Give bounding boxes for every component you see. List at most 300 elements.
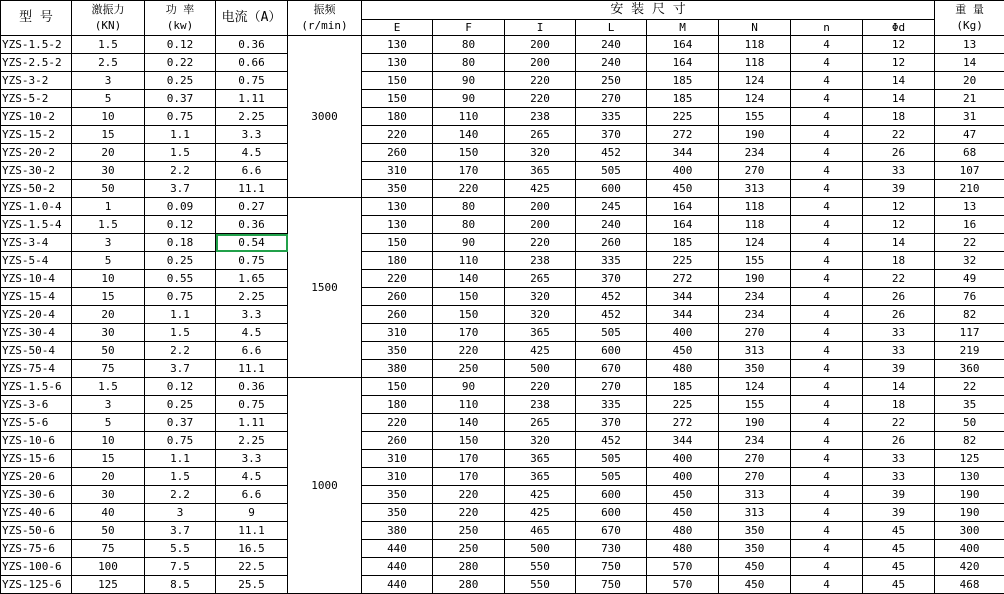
cell-current[interactable]: 6.6: [216, 486, 288, 504]
cell-dim-count[interactable]: 4: [791, 342, 863, 360]
cell-dim-n[interactable]: 124: [719, 90, 791, 108]
cell-dim-e[interactable]: 130: [362, 216, 433, 234]
cell-dim-hole-diameter[interactable]: 45: [863, 522, 935, 540]
cell-dim-f[interactable]: 250: [433, 522, 505, 540]
cell-dim-count[interactable]: 4: [791, 216, 863, 234]
cell-model[interactable]: YZS-20-2: [1, 144, 72, 162]
cell-dim-f[interactable]: 280: [433, 558, 505, 576]
cell-dim-f[interactable]: 150: [433, 144, 505, 162]
cell-dim-count[interactable]: 4: [791, 198, 863, 216]
cell-dim-i[interactable]: 365: [505, 162, 576, 180]
cell-dim-hole-diameter[interactable]: 39: [863, 180, 935, 198]
cell-dim-f[interactable]: 90: [433, 234, 505, 252]
cell-dim-n[interactable]: 234: [719, 288, 791, 306]
cell-dim-f[interactable]: 250: [433, 540, 505, 558]
cell-model[interactable]: YZS-3-2: [1, 72, 72, 90]
cell-dim-n[interactable]: 313: [719, 486, 791, 504]
cell-force[interactable]: 1.5: [72, 36, 145, 54]
cell-dim-hole-diameter[interactable]: 26: [863, 432, 935, 450]
cell-dim-count[interactable]: 4: [791, 180, 863, 198]
cell-dim-count[interactable]: 4: [791, 162, 863, 180]
cell-force[interactable]: 75: [72, 540, 145, 558]
cell-force[interactable]: 20: [72, 306, 145, 324]
cell-dim-m[interactable]: 164: [647, 54, 719, 72]
cell-dim-e[interactable]: 350: [362, 180, 433, 198]
cell-dim-l[interactable]: 370: [576, 414, 647, 432]
cell-model[interactable]: YZS-10-6: [1, 432, 72, 450]
cell-power[interactable]: 0.25: [145, 252, 216, 270]
cell-dim-l[interactable]: 335: [576, 396, 647, 414]
cell-dim-i[interactable]: 365: [505, 450, 576, 468]
cell-dim-e[interactable]: 260: [362, 144, 433, 162]
cell-model[interactable]: YZS-75-6: [1, 540, 72, 558]
cell-weight[interactable]: 300: [935, 522, 1004, 540]
cell-dim-m[interactable]: 344: [647, 432, 719, 450]
cell-dim-e[interactable]: 220: [362, 414, 433, 432]
cell-force[interactable]: 5: [72, 252, 145, 270]
cell-dim-i[interactable]: 465: [505, 522, 576, 540]
cell-force[interactable]: 75: [72, 360, 145, 378]
cell-current[interactable]: 0.75: [216, 252, 288, 270]
cell-dim-hole-diameter[interactable]: 12: [863, 54, 935, 72]
cell-dim-count[interactable]: 4: [791, 126, 863, 144]
cell-force[interactable]: 30: [72, 486, 145, 504]
cell-dim-count[interactable]: 4: [791, 486, 863, 504]
cell-dim-i[interactable]: 220: [505, 234, 576, 252]
cell-force[interactable]: 20: [72, 468, 145, 486]
cell-dim-i[interactable]: 200: [505, 54, 576, 72]
cell-dim-hole-diameter[interactable]: 18: [863, 252, 935, 270]
cell-frequency[interactable]: 1000: [288, 378, 362, 594]
cell-dim-f[interactable]: 80: [433, 36, 505, 54]
header-dim-l[interactable]: L: [576, 20, 647, 36]
cell-dim-n[interactable]: 313: [719, 180, 791, 198]
header-dim-e[interactable]: E: [362, 20, 433, 36]
cell-weight[interactable]: 13: [935, 198, 1004, 216]
cell-dim-i[interactable]: 365: [505, 468, 576, 486]
cell-current[interactable]: 1.11: [216, 90, 288, 108]
cell-dim-e[interactable]: 180: [362, 252, 433, 270]
cell-dim-hole-diameter[interactable]: 26: [863, 306, 935, 324]
cell-dim-count[interactable]: 4: [791, 234, 863, 252]
cell-force[interactable]: 20: [72, 144, 145, 162]
cell-dim-f[interactable]: 110: [433, 108, 505, 126]
cell-weight[interactable]: 190: [935, 486, 1004, 504]
cell-dim-m[interactable]: 344: [647, 288, 719, 306]
cell-dim-m[interactable]: 480: [647, 540, 719, 558]
cell-dim-f[interactable]: 140: [433, 126, 505, 144]
cell-force[interactable]: 50: [72, 342, 145, 360]
cell-dim-f[interactable]: 150: [433, 306, 505, 324]
cell-dim-m[interactable]: 185: [647, 72, 719, 90]
cell-dim-hole-diameter[interactable]: 33: [863, 162, 935, 180]
cell-current[interactable]: 25.5: [216, 576, 288, 594]
cell-weight[interactable]: 16: [935, 216, 1004, 234]
cell-dim-l[interactable]: 270: [576, 90, 647, 108]
cell-weight[interactable]: 420: [935, 558, 1004, 576]
cell-weight[interactable]: 68: [935, 144, 1004, 162]
cell-dim-m[interactable]: 400: [647, 324, 719, 342]
cell-dim-i[interactable]: 320: [505, 144, 576, 162]
cell-force[interactable]: 40: [72, 504, 145, 522]
cell-dim-n[interactable]: 270: [719, 162, 791, 180]
cell-dim-l[interactable]: 505: [576, 324, 647, 342]
cell-dim-i[interactable]: 238: [505, 396, 576, 414]
cell-dim-hole-diameter[interactable]: 39: [863, 360, 935, 378]
cell-power[interactable]: 0.09: [145, 198, 216, 216]
cell-model[interactable]: YZS-1.0-4: [1, 198, 72, 216]
cell-dim-f[interactable]: 220: [433, 504, 505, 522]
cell-model[interactable]: YZS-75-4: [1, 360, 72, 378]
cell-dim-i[interactable]: 425: [505, 180, 576, 198]
cell-weight[interactable]: 32: [935, 252, 1004, 270]
cell-dim-l[interactable]: 370: [576, 126, 647, 144]
cell-dim-l[interactable]: 600: [576, 486, 647, 504]
cell-dim-m[interactable]: 450: [647, 180, 719, 198]
cell-model[interactable]: YZS-10-2: [1, 108, 72, 126]
cell-power[interactable]: 0.55: [145, 270, 216, 288]
cell-dim-n[interactable]: 313: [719, 342, 791, 360]
header-weight[interactable]: [935, 1, 1004, 36]
cell-weight[interactable]: 21: [935, 90, 1004, 108]
cell-dim-m[interactable]: 450: [647, 486, 719, 504]
cell-model[interactable]: YZS-2.5-2: [1, 54, 72, 72]
cell-model[interactable]: YZS-30-2: [1, 162, 72, 180]
cell-dim-e[interactable]: 440: [362, 540, 433, 558]
cell-dim-i[interactable]: 320: [505, 306, 576, 324]
cell-dim-l[interactable]: 240: [576, 54, 647, 72]
cell-dim-count[interactable]: 4: [791, 360, 863, 378]
cell-force[interactable]: 15: [72, 288, 145, 306]
cell-dim-hole-diameter[interactable]: 33: [863, 468, 935, 486]
cell-weight[interactable]: 47: [935, 126, 1004, 144]
cell-dim-m[interactable]: 450: [647, 504, 719, 522]
cell-dim-n[interactable]: 124: [719, 378, 791, 396]
cell-dim-n[interactable]: 270: [719, 324, 791, 342]
cell-model[interactable]: YZS-20-4: [1, 306, 72, 324]
cell-dim-l[interactable]: 370: [576, 270, 647, 288]
cell-dim-count[interactable]: 4: [791, 270, 863, 288]
cell-dim-f[interactable]: 90: [433, 378, 505, 396]
cell-dim-i[interactable]: 320: [505, 432, 576, 450]
cell-dim-e[interactable]: 310: [362, 450, 433, 468]
cell-model[interactable]: YZS-1.5-6: [1, 378, 72, 396]
cell-dim-m[interactable]: 272: [647, 270, 719, 288]
cell-dim-e[interactable]: 440: [362, 558, 433, 576]
cell-dim-f[interactable]: 170: [433, 162, 505, 180]
cell-dim-n[interactable]: 124: [719, 72, 791, 90]
cell-dim-n[interactable]: 234: [719, 432, 791, 450]
cell-model[interactable]: YZS-3-4: [1, 234, 72, 252]
cell-power[interactable]: 1.1: [145, 126, 216, 144]
cell-dim-e[interactable]: 310: [362, 324, 433, 342]
cell-model[interactable]: YZS-15-6: [1, 450, 72, 468]
cell-dim-l[interactable]: 452: [576, 288, 647, 306]
cell-model[interactable]: YZS-3-6: [1, 396, 72, 414]
cell-dim-m[interactable]: 164: [647, 198, 719, 216]
cell-power[interactable]: 2.2: [145, 162, 216, 180]
cell-dim-l[interactable]: 670: [576, 360, 647, 378]
cell-current[interactable]: 0.75: [216, 396, 288, 414]
cell-power[interactable]: 0.18: [145, 234, 216, 252]
cell-dim-l[interactable]: 505: [576, 162, 647, 180]
cell-dim-hole-diameter[interactable]: 39: [863, 504, 935, 522]
cell-power[interactable]: 0.12: [145, 36, 216, 54]
cell-dim-count[interactable]: 4: [791, 450, 863, 468]
cell-dim-f[interactable]: 80: [433, 54, 505, 72]
cell-dim-hole-diameter[interactable]: 39: [863, 486, 935, 504]
cell-dim-f[interactable]: 80: [433, 216, 505, 234]
cell-force[interactable]: 100: [72, 558, 145, 576]
cell-dim-i[interactable]: 220: [505, 90, 576, 108]
cell-dim-hole-diameter[interactable]: 14: [863, 72, 935, 90]
cell-power[interactable]: 0.75: [145, 432, 216, 450]
cell-dim-l[interactable]: 730: [576, 540, 647, 558]
cell-dim-m[interactable]: 225: [647, 108, 719, 126]
cell-dim-i[interactable]: 550: [505, 558, 576, 576]
cell-force[interactable]: 2.5: [72, 54, 145, 72]
cell-power[interactable]: 0.37: [145, 90, 216, 108]
cell-dim-m[interactable]: 225: [647, 396, 719, 414]
cell-dim-count[interactable]: 4: [791, 108, 863, 126]
cell-dim-i[interactable]: 500: [505, 540, 576, 558]
cell-force[interactable]: 125: [72, 576, 145, 594]
cell-current[interactable]: 6.6: [216, 342, 288, 360]
cell-power[interactable]: 1.1: [145, 450, 216, 468]
cell-model[interactable]: YZS-50-2: [1, 180, 72, 198]
cell-power[interactable]: 0.12: [145, 216, 216, 234]
cell-model[interactable]: YZS-20-6: [1, 468, 72, 486]
cell-current[interactable]: 2.25: [216, 108, 288, 126]
cell-dim-e[interactable]: 440: [362, 576, 433, 594]
cell-model[interactable]: YZS-5-4: [1, 252, 72, 270]
cell-power[interactable]: 0.25: [145, 72, 216, 90]
cell-model[interactable]: YZS-50-6: [1, 522, 72, 540]
cell-current[interactable]: 0.66: [216, 54, 288, 72]
cell-dim-e[interactable]: 130: [362, 36, 433, 54]
cell-dim-f[interactable]: 250: [433, 360, 505, 378]
cell-weight[interactable]: 35: [935, 396, 1004, 414]
cell-dim-f[interactable]: 170: [433, 450, 505, 468]
cell-dim-e[interactable]: 220: [362, 126, 433, 144]
cell-dim-count[interactable]: 4: [791, 72, 863, 90]
cell-dim-n[interactable]: 118: [719, 198, 791, 216]
cell-current[interactable]: 0.36: [216, 36, 288, 54]
header-dim-i[interactable]: I: [505, 20, 576, 36]
cell-dim-hole-diameter[interactable]: 18: [863, 108, 935, 126]
cell-weight[interactable]: 468: [935, 576, 1004, 594]
cell-dim-l[interactable]: 250: [576, 72, 647, 90]
cell-force[interactable]: 50: [72, 180, 145, 198]
cell-current[interactable]: 0.75: [216, 72, 288, 90]
cell-weight[interactable]: 360: [935, 360, 1004, 378]
cell-dim-n[interactable]: 124: [719, 234, 791, 252]
cell-model[interactable]: YZS-1.5-4: [1, 216, 72, 234]
cell-dim-hole-diameter[interactable]: 45: [863, 540, 935, 558]
cell-dim-i[interactable]: 238: [505, 252, 576, 270]
cell-current[interactable]: 11.1: [216, 180, 288, 198]
cell-model[interactable]: YZS-15-2: [1, 126, 72, 144]
cell-weight[interactable]: 20: [935, 72, 1004, 90]
cell-weight[interactable]: 107: [935, 162, 1004, 180]
cell-force[interactable]: 30: [72, 162, 145, 180]
cell-force[interactable]: 15: [72, 450, 145, 468]
cell-weight[interactable]: 13: [935, 36, 1004, 54]
cell-force[interactable]: 1.5: [72, 378, 145, 396]
cell-dim-n[interactable]: 155: [719, 108, 791, 126]
cell-dim-l[interactable]: 452: [576, 432, 647, 450]
cell-current[interactable]: 3.3: [216, 450, 288, 468]
cell-dim-hole-diameter[interactable]: 12: [863, 198, 935, 216]
cell-dim-n[interactable]: 450: [719, 558, 791, 576]
cell-dim-m[interactable]: 272: [647, 126, 719, 144]
header-power[interactable]: [145, 1, 216, 36]
cell-dim-l[interactable]: 600: [576, 342, 647, 360]
cell-dim-e[interactable]: 310: [362, 162, 433, 180]
cell-dim-l[interactable]: 452: [576, 144, 647, 162]
cell-dim-m[interactable]: 570: [647, 576, 719, 594]
cell-dim-hole-diameter[interactable]: 26: [863, 288, 935, 306]
cell-dim-i[interactable]: 200: [505, 216, 576, 234]
cell-dim-n[interactable]: 350: [719, 522, 791, 540]
cell-current[interactable]: 6.6: [216, 162, 288, 180]
cell-dim-n[interactable]: 155: [719, 396, 791, 414]
cell-force[interactable]: 5: [72, 414, 145, 432]
cell-dim-hole-diameter[interactable]: 14: [863, 378, 935, 396]
cell-power[interactable]: 3.7: [145, 180, 216, 198]
cell-dim-f[interactable]: 220: [433, 486, 505, 504]
cell-model[interactable]: YZS-15-4: [1, 288, 72, 306]
cell-dim-l[interactable]: 670: [576, 522, 647, 540]
cell-model[interactable]: YZS-5-6: [1, 414, 72, 432]
cell-power[interactable]: 1.1: [145, 306, 216, 324]
cell-dim-e[interactable]: 150: [362, 72, 433, 90]
cell-dim-i[interactable]: 220: [505, 378, 576, 396]
cell-dim-f[interactable]: 220: [433, 180, 505, 198]
cell-dim-n[interactable]: 270: [719, 468, 791, 486]
header-install-dimensions[interactable]: 安 装 尺 寸: [362, 1, 935, 20]
cell-dim-m[interactable]: 164: [647, 216, 719, 234]
cell-power[interactable]: 1.5: [145, 468, 216, 486]
cell-current[interactable]: 11.1: [216, 360, 288, 378]
cell-power[interactable]: 0.12: [145, 378, 216, 396]
cell-force[interactable]: 3: [72, 396, 145, 414]
cell-dim-m[interactable]: 400: [647, 468, 719, 486]
cell-dim-f[interactable]: 80: [433, 198, 505, 216]
cell-dim-count[interactable]: 4: [791, 288, 863, 306]
cell-dim-m[interactable]: 344: [647, 144, 719, 162]
selected-cell[interactable]: 0.54: [216, 234, 288, 252]
cell-current[interactable]: 0.36: [216, 216, 288, 234]
cell-dim-n[interactable]: 450: [719, 576, 791, 594]
cell-current[interactable]: 22.5: [216, 558, 288, 576]
cell-dim-m[interactable]: 185: [647, 378, 719, 396]
cell-current[interactable]: 0.36: [216, 378, 288, 396]
cell-weight[interactable]: 210: [935, 180, 1004, 198]
cell-current[interactable]: 0.27: [216, 198, 288, 216]
cell-dim-m[interactable]: 185: [647, 90, 719, 108]
cell-power[interactable]: 0.75: [145, 288, 216, 306]
cell-dim-m[interactable]: 480: [647, 522, 719, 540]
cell-dim-f[interactable]: 90: [433, 72, 505, 90]
cell-dim-count[interactable]: 4: [791, 306, 863, 324]
cell-dim-m[interactable]: 225: [647, 252, 719, 270]
header-model[interactable]: 型 号: [1, 1, 72, 36]
cell-dim-f[interactable]: 90: [433, 90, 505, 108]
cell-power[interactable]: 3: [145, 504, 216, 522]
cell-weight[interactable]: 49: [935, 270, 1004, 288]
cell-dim-m[interactable]: 272: [647, 414, 719, 432]
cell-weight[interactable]: 14: [935, 54, 1004, 72]
cell-weight[interactable]: 190: [935, 504, 1004, 522]
cell-power[interactable]: 5.5: [145, 540, 216, 558]
cell-dim-hole-diameter[interactable]: 33: [863, 342, 935, 360]
cell-dim-i[interactable]: 265: [505, 126, 576, 144]
cell-dim-f[interactable]: 150: [433, 288, 505, 306]
cell-dim-hole-diameter[interactable]: 33: [863, 450, 935, 468]
cell-dim-n[interactable]: 234: [719, 144, 791, 162]
cell-weight[interactable]: 31: [935, 108, 1004, 126]
cell-dim-hole-diameter[interactable]: 12: [863, 36, 935, 54]
cell-power[interactable]: 3.7: [145, 522, 216, 540]
cell-frequency[interactable]: 3000: [288, 36, 362, 198]
cell-force[interactable]: 10: [72, 432, 145, 450]
cell-dim-count[interactable]: 4: [791, 522, 863, 540]
cell-dim-m[interactable]: 185: [647, 234, 719, 252]
cell-dim-hole-diameter[interactable]: 18: [863, 396, 935, 414]
cell-dim-e[interactable]: 380: [362, 360, 433, 378]
cell-dim-count[interactable]: 4: [791, 396, 863, 414]
cell-dim-n[interactable]: 350: [719, 540, 791, 558]
cell-frequency[interactable]: 1500: [288, 198, 362, 378]
cell-dim-f[interactable]: 220: [433, 342, 505, 360]
cell-weight[interactable]: 22: [935, 378, 1004, 396]
cell-dim-l[interactable]: 600: [576, 180, 647, 198]
cell-power[interactable]: 8.5: [145, 576, 216, 594]
cell-dim-l[interactable]: 270: [576, 378, 647, 396]
cell-dim-l[interactable]: 505: [576, 468, 647, 486]
cell-dim-count[interactable]: 4: [791, 324, 863, 342]
cell-dim-f[interactable]: 150: [433, 432, 505, 450]
cell-dim-f[interactable]: 110: [433, 252, 505, 270]
cell-current[interactable]: 16.5: [216, 540, 288, 558]
cell-dim-n[interactable]: 350: [719, 360, 791, 378]
cell-dim-n[interactable]: 234: [719, 306, 791, 324]
cell-dim-e[interactable]: 130: [362, 198, 433, 216]
cell-power[interactable]: 0.22: [145, 54, 216, 72]
cell-dim-e[interactable]: 350: [362, 504, 433, 522]
cell-dim-e[interactable]: 260: [362, 288, 433, 306]
cell-current[interactable]: 4.5: [216, 468, 288, 486]
cell-power[interactable]: 1.5: [145, 324, 216, 342]
cell-dim-i[interactable]: 550: [505, 576, 576, 594]
cell-dim-e[interactable]: 380: [362, 522, 433, 540]
cell-current[interactable]: 2.25: [216, 432, 288, 450]
cell-dim-hole-diameter[interactable]: 45: [863, 576, 935, 594]
cell-weight[interactable]: 50: [935, 414, 1004, 432]
cell-dim-hole-diameter[interactable]: 45: [863, 558, 935, 576]
cell-dim-l[interactable]: 750: [576, 576, 647, 594]
cell-dim-i[interactable]: 320: [505, 288, 576, 306]
cell-dim-l[interactable]: 600: [576, 504, 647, 522]
cell-model[interactable]: YZS-100-6: [1, 558, 72, 576]
cell-force[interactable]: 5: [72, 90, 145, 108]
cell-dim-m[interactable]: 400: [647, 162, 719, 180]
cell-dim-count[interactable]: 4: [791, 252, 863, 270]
header-dim-hole-diameter[interactable]: Φd: [863, 20, 935, 36]
cell-dim-e[interactable]: 150: [362, 90, 433, 108]
cell-dim-e[interactable]: 260: [362, 432, 433, 450]
